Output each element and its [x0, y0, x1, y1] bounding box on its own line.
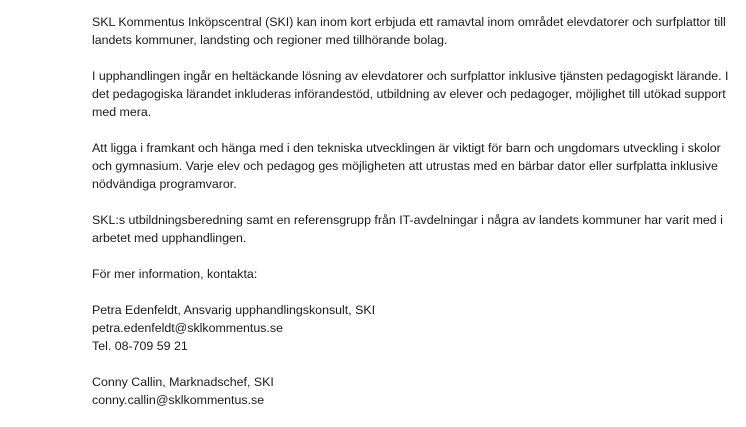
contact-block-conny: [92, 373, 732, 409]
contact-phone: Tel. 08-709 59 21: [92, 339, 188, 353]
contact-email[interactable]: conny.callin@sklkommentus.se: [92, 393, 265, 407]
contact-email[interactable]: petra.edenfeldt@sklkommentus.se: [92, 321, 283, 335]
contact-name-title: Conny Callin, Marknadschef, SKI: [92, 375, 274, 389]
contact-heading: För mer information, kontakta:: [92, 267, 258, 281]
procurement-paragraph: I upphandlingen ingår en heltäckande lösning av elevdatorer och surfplattor inklusive tjänsten pedagogiskt lärande. I det pedagogiska lärandet inkluderas införandestöd, utbildning av elever och pedagoger, möjlighet till utökad support med mera.: [92, 69, 729, 119]
development-paragraph: Att ligga i framkant och hänga med i den tekniska utvecklingen är viktigt för barn och ungdomars utveckling i skolor och gymnasium. Varje elev och pedagog ges möjligheten att utrustas med en bärbar dator eller surfplatta inklusive nödvändiga programvaror.: [92, 141, 721, 191]
document-page: [92, 13, 732, 427]
contact-name-title: Petra Edenfeldt, Ansvarig upphandlingskonsult, SKI: [92, 303, 376, 317]
contact-block-petra: [92, 301, 732, 355]
intro-paragraph: SKL Kommentus Inköpscentral (SKI) kan inom kort erbjuda ett ramavtal inom området elevdatorer och surfplattor till landets kommuner, landsting och regioner med tillhörande bolag.: [92, 15, 726, 47]
reference-group-paragraph: SKL:s utbildningsberedning samt en referensgrupp från IT-avdelningar i några av landets kommuner har varit med i arbetet med upphandlingen.: [92, 213, 723, 245]
